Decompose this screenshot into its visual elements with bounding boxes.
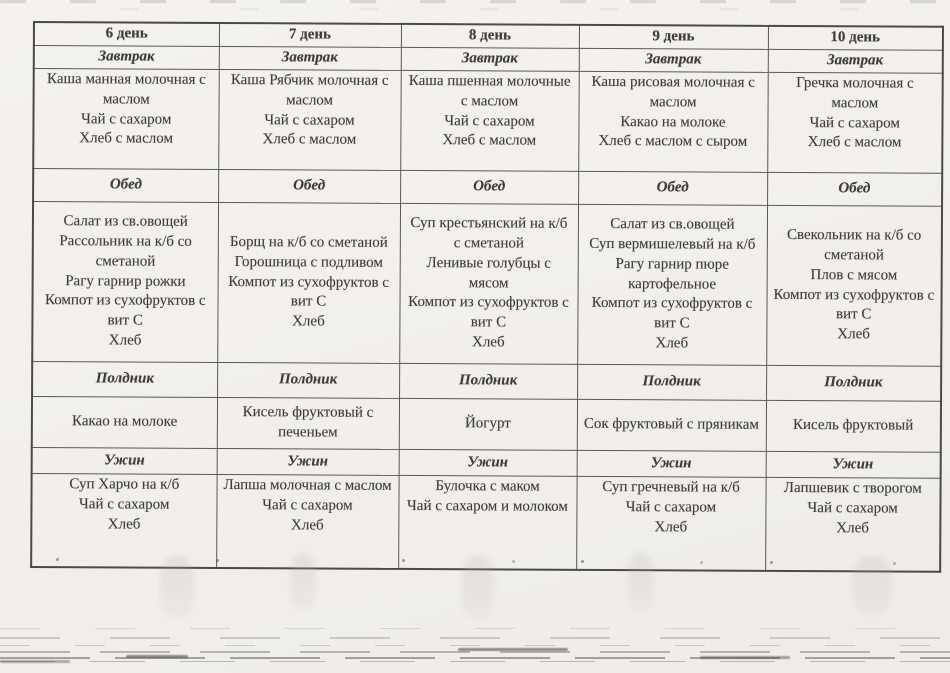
- breakfast-label: Завтрак: [768, 49, 943, 73]
- scan-noise-top: [0, 0, 950, 3]
- breakfast-label: Завтрак: [579, 48, 768, 72]
- lunch-label: Обед: [218, 169, 400, 203]
- scan-dark-mark: [458, 648, 568, 651]
- scan-streak: [0, 628, 950, 629]
- snack-label: Полдник: [399, 363, 577, 399]
- snack-label: Полдник: [766, 365, 941, 401]
- day-6-dinner-cell: Суп Харчо на к/б Чай с сахаром Хлеб: [31, 473, 216, 567]
- day-6-lunch-cell: Салат из св.овощей Рассольник на к/б со сметаной Рагу гарнир рожки Компот из сухофруктов с вит С Хлеб: [32, 202, 218, 363]
- day-8-header: 8 день: [401, 24, 579, 48]
- day-7-header: 7 день: [219, 23, 401, 47]
- lunch-content-row: [32, 202, 942, 367]
- scan-streak: [0, 657, 950, 659]
- day-10-breakfast-cell: Гречка молочная с маслом Чай с сахаром Хлеб с маслом: [767, 72, 943, 173]
- menu-table: [30, 21, 944, 573]
- day-6-breakfast-cell: Каша манная молочная с маслом Чай с сахаром Хлеб с маслом: [33, 69, 219, 170]
- day-6-snack-cell: Какао на молоке: [32, 397, 217, 449]
- dinner-content-row: [31, 473, 940, 571]
- snack-label: Полдник: [577, 364, 766, 400]
- day-10-lunch-cell: Свекольник на к/б со сметаной Плов с мясом Компот из сухофруктов с вит С Хлеб: [766, 205, 942, 366]
- day-10-dinner-cell: Лапшевик с творогом Чай с сахаром Хлеб: [765, 477, 940, 571]
- scan-noise-top-2: [120, 8, 920, 10]
- breakfast-label: Завтрак: [401, 47, 579, 71]
- scan-dark-mark: [0, 660, 70, 663]
- day-9-lunch-cell: Салат из св.овощей Суп вермишелевый на к/б Рагу гарнир пюре картофельное Компот из сухофруктов с вит С Хлеб: [577, 204, 767, 365]
- day-7-lunch-cell: Борщ на к/б со сметаной Горошница с подливом Компот из сухофруктов с вит С Хлеб: [217, 202, 400, 363]
- day-9-snack-cell: Сок фруктовый с пряникам: [577, 399, 766, 451]
- breakfast-content-row: [33, 69, 943, 174]
- breakfast-label: Завтрак: [219, 46, 401, 70]
- day-9-breakfast-cell: Каша рисовая молочная с маслом Какао на молоке Хлеб с маслом с сыром: [578, 71, 768, 172]
- scan-dark-mark: [700, 656, 790, 659]
- dinner-label: Ужин: [577, 450, 766, 477]
- day-10-header: 10 день: [768, 26, 943, 50]
- day-7-snack-cell: Кисель фруктовый с печеньем: [217, 397, 399, 449]
- lunch-label: Обед: [33, 169, 218, 203]
- scan-streak: [0, 637, 950, 639]
- lunch-label-row: [33, 169, 942, 207]
- dinner-label: Ужин: [32, 447, 217, 474]
- scan-streak: [0, 661, 950, 662]
- scan-streak: [0, 645, 950, 646]
- day-7-dinner-cell: Лапша молочная с маслом Чай с сахаром Хлеб: [216, 474, 398, 568]
- snack-label: Полдник: [32, 362, 217, 398]
- lunch-label: Обед: [400, 170, 578, 204]
- day-8-lunch-cell: Суп крестьянский на к/б с сметаной Ленивые голубцы с мясом Компот из сухофруктов с вит С Хлеб: [399, 203, 578, 364]
- day-10-snack-cell: Кисель фруктовый: [766, 400, 941, 452]
- day-9-dinner-cell: Суп гречневый на к/б Чай с сахаром Хлеб: [576, 476, 765, 570]
- snack-label: Полдник: [217, 362, 399, 398]
- dinner-label: Ужин: [399, 449, 577, 476]
- lunch-label: Обед: [767, 172, 942, 206]
- day-9-header: 9 день: [579, 25, 768, 49]
- snack-content-row: [32, 397, 941, 453]
- breakfast-label: Завтрак: [34, 46, 219, 70]
- scan-streak: [0, 651, 950, 653]
- dinner-label: Ужин: [766, 451, 941, 478]
- day-8-dinner-cell: Булочка с маком Чай с сахаром и молоком: [398, 475, 576, 569]
- lunch-label: Обед: [578, 171, 767, 205]
- day-8-snack-cell: Йогурт: [399, 398, 577, 450]
- day-6-header: 6 день: [34, 22, 219, 46]
- day-7-breakfast-cell: Каша Рябчик молочная с маслом Чай с сахаром Хлеб с маслом: [218, 69, 401, 170]
- dinner-label: Ужин: [217, 448, 399, 475]
- snack-label-row: [32, 362, 941, 402]
- day-8-breakfast-cell: Каша пшенная молочные с маслом Чай с сахаром Хлеб с маслом: [400, 70, 579, 171]
- scan-dark-mark: [126, 655, 188, 658]
